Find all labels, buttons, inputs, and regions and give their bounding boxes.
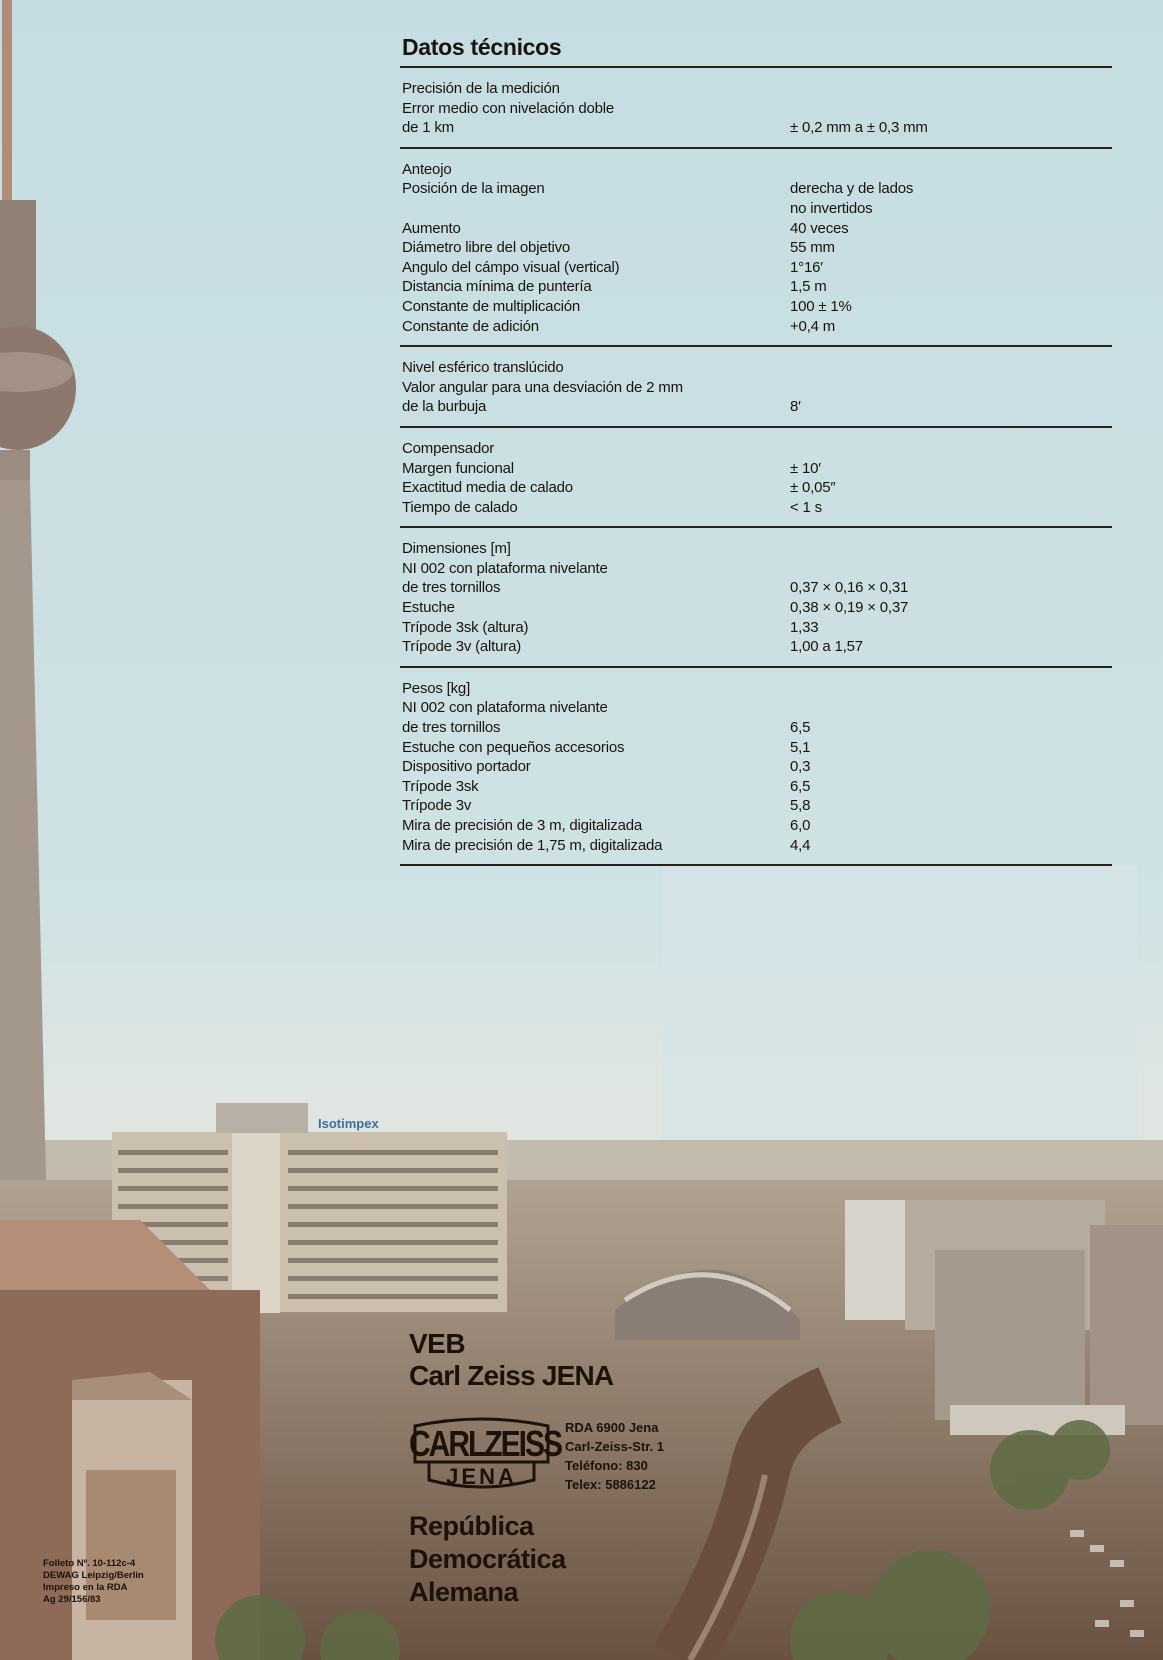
spec-value: ± 10′: [790, 459, 821, 477]
spec-label: Valor angular para una desviación de 2 mm: [402, 378, 683, 396]
spec-label: Trípode 3v (altura): [402, 638, 522, 656]
address-phone: Teléfono: 830: [565, 1458, 648, 1473]
spec-row: [402, 99, 1112, 119]
spec-row: [402, 258, 1112, 278]
logo-text-jena: JENA: [446, 1464, 517, 1489]
spec-row: [402, 816, 1112, 836]
spec-row: [402, 578, 1112, 598]
spec-value: 100 ± 1%: [790, 297, 852, 315]
spec-section-telescope: [400, 149, 1112, 347]
imprint-line: Ag 29/156/83: [43, 1594, 101, 1605]
spec-label: NI 002 con plataforma nivelante: [402, 699, 608, 717]
country-line: República: [409, 1511, 534, 1541]
logo-text-carlzeiss: CARLZEISS: [409, 1424, 562, 1465]
spec-row: [402, 238, 1112, 258]
carl-zeiss-logo: [409, 1414, 562, 1494]
spec-label: Diámetro libre del objetivo: [402, 239, 571, 257]
spec-value: 5,8: [790, 797, 811, 815]
spec-label: Estuche: [402, 599, 455, 617]
spec-label: Exactitud media de calado: [402, 479, 573, 497]
imprint-line: Impreso en la RDA: [43, 1582, 128, 1593]
section-heading: Dimensiones [m]: [402, 540, 511, 558]
spec-label: NI 002 con plataforma nivelante: [402, 559, 608, 577]
address-line: Carl-Zeiss-Str. 1: [565, 1439, 664, 1454]
spec-value: 0,3: [790, 758, 811, 776]
spec-value: derecha y de lados: [790, 180, 914, 198]
technical-data-sheet: [400, 30, 1112, 866]
spec-section-compensator: [400, 428, 1112, 528]
spec-row: [402, 777, 1112, 797]
imprint-notice: [43, 1558, 144, 1606]
spec-section-precision: [400, 68, 1112, 149]
spec-label: Constante de multiplicación: [402, 297, 581, 315]
spec-label: Angulo del cámpo visual (vertical): [402, 258, 620, 276]
spec-label: de tres tornillos: [402, 719, 501, 737]
spec-row: [402, 559, 1112, 579]
spec-row: [402, 718, 1112, 738]
spec-label: de tres tornillos: [402, 579, 501, 597]
spec-label: Dispositivo portador: [402, 758, 531, 776]
spec-value: 5,1: [790, 738, 811, 756]
spec-row: [402, 637, 1112, 657]
spec-row: [402, 478, 1112, 498]
spec-row: [402, 118, 1112, 138]
spec-value: 4,4: [790, 836, 811, 854]
spec-section-dimensions: [400, 528, 1112, 668]
company-line-name: Carl Zeiss JENA: [409, 1360, 614, 1391]
spec-value: no invertidos: [790, 199, 873, 217]
spec-label: Precisión de la medición: [402, 80, 560, 97]
spec-label: Trípode 3sk: [402, 777, 479, 795]
spec-value: 40 veces: [790, 219, 849, 237]
spec-label: Tiempo de calado: [402, 498, 518, 516]
page-title: Datos técnicos: [402, 34, 562, 60]
company-line-veb: VEB: [409, 1328, 466, 1359]
spec-row: [402, 397, 1112, 417]
spec-label: Trípode 3v: [402, 797, 472, 815]
imprint-line: Folleto Nº. 10-112c-4: [43, 1558, 136, 1569]
spec-row: [402, 836, 1112, 856]
country-name: [409, 1510, 566, 1609]
spec-label: Constante de adición: [402, 317, 539, 335]
spec-label: Margen funcional: [402, 459, 514, 477]
spec-section-weights: [400, 668, 1112, 866]
section-heading: Anteojo: [402, 160, 452, 178]
spec-value: 1,00 a 1,57: [790, 638, 863, 656]
spec-row: [402, 317, 1112, 337]
spec-value: 1°16′: [790, 258, 823, 276]
spec-label: Distancia mínima de puntería: [402, 278, 592, 296]
spec-row: [402, 297, 1112, 317]
spec-value: 8′: [790, 398, 801, 416]
spec-value: 1,5 m: [790, 278, 827, 296]
spec-section-spherical-level: [400, 347, 1112, 428]
spec-row: [402, 378, 1112, 398]
spec-value: 6,0: [790, 817, 811, 834]
spec-label: Estuche con pequeños accesorios: [402, 738, 625, 756]
spec-row: [402, 738, 1112, 758]
spec-row: [402, 459, 1112, 479]
spec-value: 0,38 × 0,19 × 0,37: [790, 599, 909, 617]
spec-value: 0,37 × 0,16 × 0,31: [790, 579, 909, 597]
section-heading: Compensador: [402, 439, 495, 457]
spec-label: Posición de la imagen: [402, 180, 545, 198]
country-line: Democrática: [409, 1544, 566, 1574]
spec-value: ± 0,05″: [790, 479, 836, 497]
spec-row: [402, 79, 1112, 99]
spec-row: [402, 598, 1112, 618]
spec-value: 55 mm: [790, 239, 835, 257]
spec-label: de 1 km: [402, 119, 454, 137]
spec-row: [402, 757, 1112, 777]
spec-row: [402, 796, 1112, 816]
spec-value: < 1 s: [790, 498, 822, 516]
company-address: [565, 1418, 664, 1494]
spec-row: [402, 498, 1112, 518]
section-heading: Nivel esférico translúcido: [402, 359, 564, 377]
section-heading: Pesos [kg]: [402, 679, 471, 697]
spec-value: 6,5: [790, 719, 811, 737]
spec-label: de la burbuja: [402, 398, 487, 416]
country-line: Alemana: [409, 1577, 519, 1607]
company-name-block: [409, 1328, 729, 1392]
building-sign: Isotimpex: [318, 1116, 379, 1131]
spec-label: Error medio con nivelación doble: [402, 99, 615, 117]
spec-value: 6,5: [790, 777, 811, 795]
spec-label: Mira de precisión de 3 m, digitalizada: [402, 817, 643, 834]
address-telex: Telex: 5886122: [565, 1477, 656, 1492]
spec-row: [402, 179, 1112, 199]
spec-row: [402, 698, 1112, 718]
spec-label: Aumento: [402, 219, 461, 237]
imprint-line: DEWAG Leipzig/Berlin: [43, 1570, 144, 1581]
spec-row: [402, 277, 1112, 297]
spec-row: [402, 219, 1112, 239]
spec-value: ± 0,2 mm a ± 0,3 mm: [790, 119, 928, 137]
address-line: RDA 6900 Jena: [565, 1420, 659, 1435]
spec-label: Mira de precisión de 1,75 m, digitalizada: [402, 836, 663, 854]
spec-value: +0,4 m: [790, 317, 836, 335]
spec-row: [402, 618, 1112, 638]
spec-value: 1,33: [790, 618, 819, 636]
spec-label: Trípode 3sk (altura): [402, 618, 529, 636]
spec-row: [402, 199, 1112, 219]
